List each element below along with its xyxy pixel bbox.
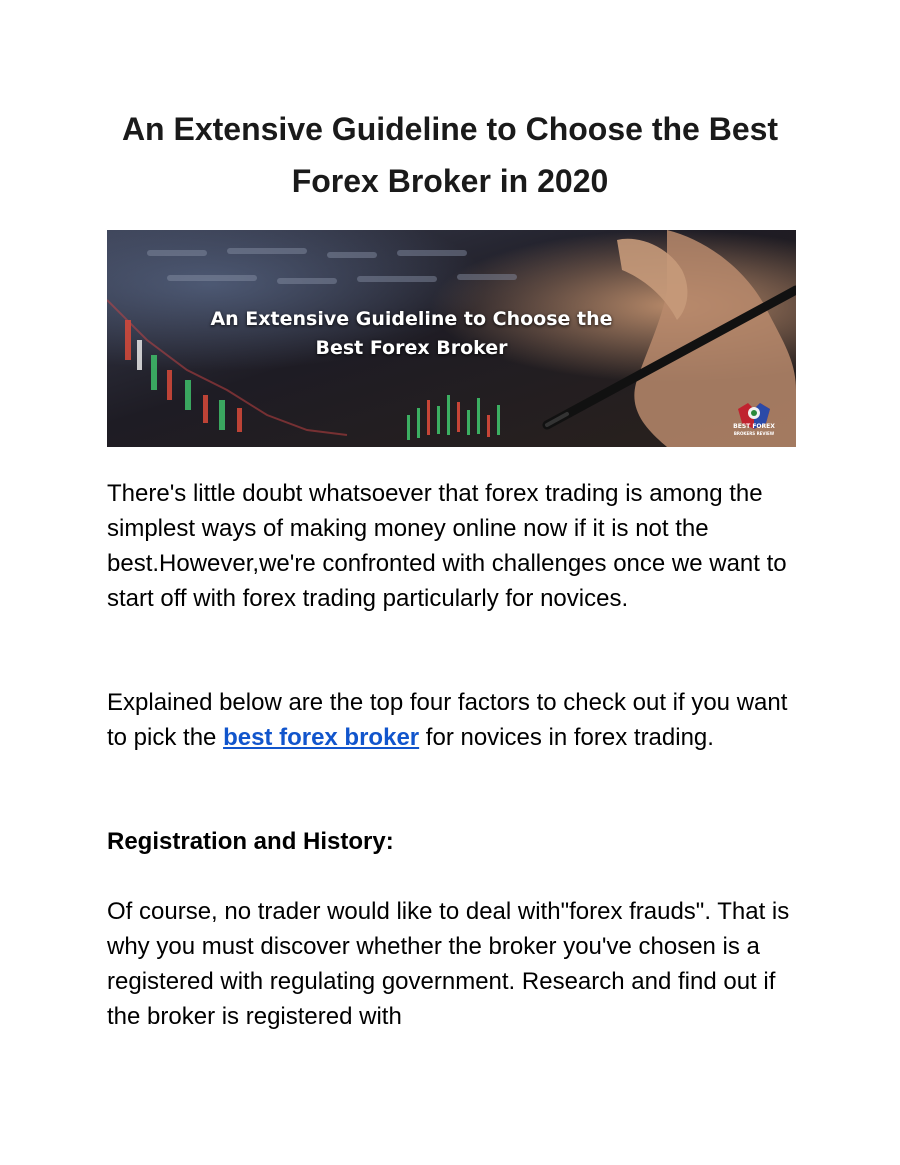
banner-caption-line-2: Best Forex Broker [315, 337, 508, 359]
hero-banner-image [107, 230, 796, 447]
banner-caption-line-1: An Extensive Guideline to Choose the [210, 308, 613, 330]
registration-paragraph: Of course, no trader would like to deal with"forex frauds". That is why you must discover whether the broker you've chosen is a registered with regulating government. Research and find out if the broker is registered with [107, 898, 790, 1030]
intro-paragraph: There's little doubt whatsoever that forex trading is among the simplest ways of making money online now if it is not the best.However,we're confronted with challenges once we want to start off with forex trading particularly for novices. [107, 480, 787, 612]
title-line-2: Forex Broker in 2020 [291, 163, 609, 199]
banner-caption [107, 305, 716, 363]
factors-text-after-link: for novices in forex trading. [419, 724, 714, 751]
factors-paragraph [107, 685, 807, 755]
brand-logo-line-1: BEST FOREX [733, 423, 775, 430]
page-title [60, 103, 840, 207]
factors-text-before-link: Explained below are the top four factors to check out if you want to pick the [107, 689, 788, 751]
best-forex-broker-link[interactable]: best forex broker [223, 724, 420, 751]
brand-logo-line-2: BROKERS REVIEW [733, 431, 775, 436]
title-line-1: An Extensive Guideline to Choose the Best [121, 111, 779, 147]
section-heading-registration: Registration and History: [107, 828, 394, 855]
brand-logo-text [719, 423, 789, 437]
